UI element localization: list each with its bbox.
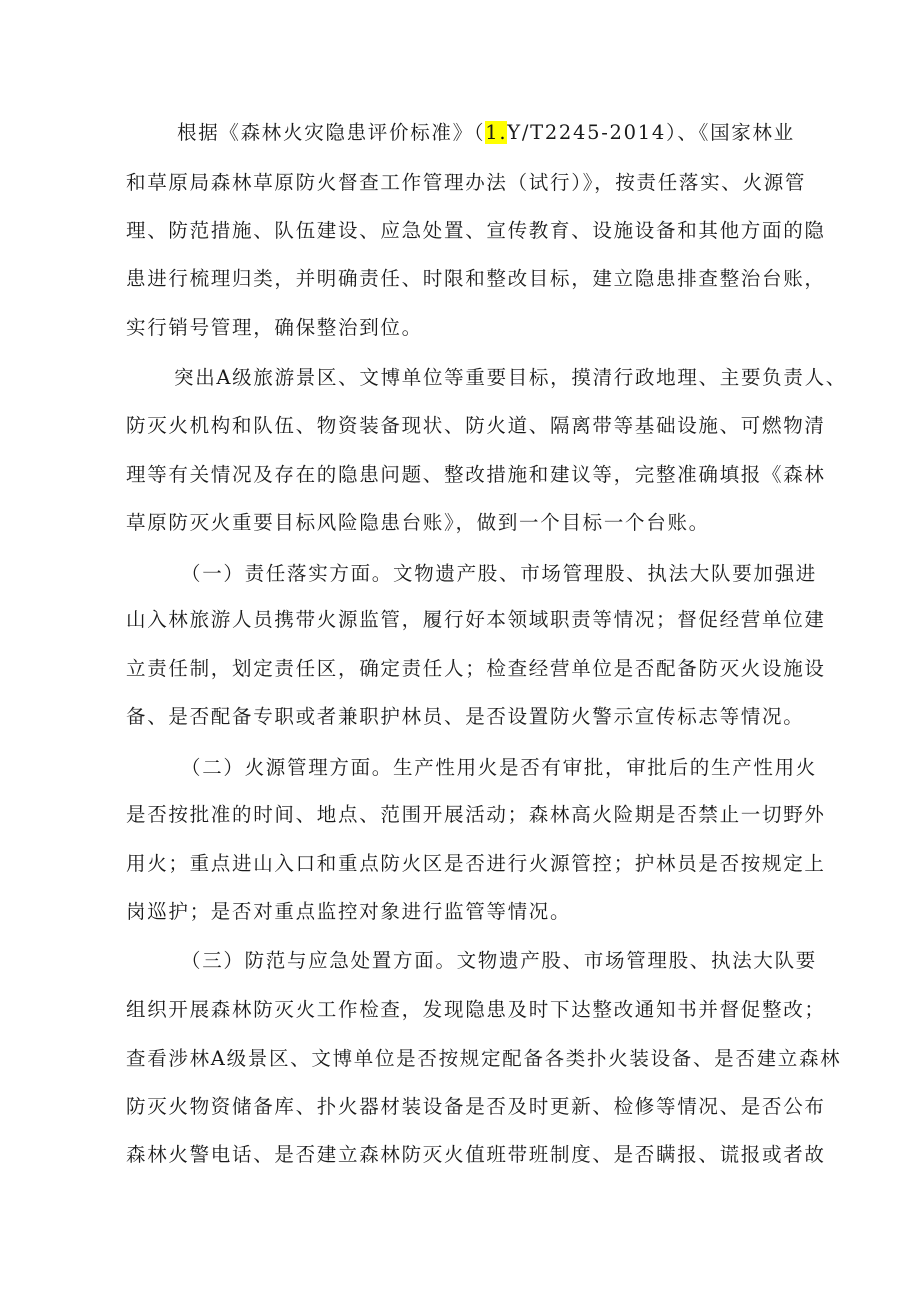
p5-line-5: 森林火警电话、是否建立森林防灭火值班带班制度、是否瞒报、谎报或者故 (126, 1143, 826, 1166)
p2-line-2: 防灭火机构和队伍、物资装备现状、防火道、隔离带等基础设施、可燃物清 (126, 414, 826, 437)
p5-line-2: 组织开展森林防灭火工作检查，发现隐患及时下达整改通知书并督促整改； (126, 998, 826, 1021)
p2-line-4: 草原防灭火重要目标风险隐患台账》，做到一个目标一个台账。 (126, 511, 710, 534)
p1-line-4: 患进行梳理归类，并明确责任、时限和整改目标，建立隐患排查整治台账， (126, 267, 826, 290)
p1-line-1-after: Y/T2245-2014）、《国家林业 (507, 121, 795, 144)
p1-line-1 (177, 121, 795, 145)
p3-line-4: 备、是否配备专职或者兼职护林员、是否设置防火警示宣传标志等情况。 (126, 705, 805, 728)
p2-line-3: 理等有关情况及存在的隐患问题、整改措施和建议等，完整准确填报《森林 (126, 463, 826, 486)
p5-line-4: 防灭火物资储备库、扑火器材装设备是否及时更新、检修等情况、是否公布 (126, 1095, 826, 1118)
p1-line-2: 和草原局森林草原防火督查工作管理办法（试行）》，按责任落实、火源管 (126, 171, 807, 194)
p5-line-1: （三）防范与应急处置方面。文物遗产股、市场管理股、执法大队要 (181, 949, 818, 972)
highlighted-text: 1. (485, 121, 508, 144)
p1-line-3: 理、防范措施、队伍建设、应急处置、宣传教育、设施设备和其他方面的隐 (126, 219, 826, 242)
p3-line-3: 立责任制，划定责任区，确定责任人；检查经营单位是否配备防灭火设施设 (126, 657, 826, 680)
p5-line-3: 查看涉林A级景区、文博单位是否按规定配备各类扑火装设备、是否建立森林 (126, 1047, 842, 1070)
p4-line-3: 用火；重点进山入口和重点防火区是否进行火源管控；护林员是否按规定上 (126, 852, 826, 875)
p2-line-1: 突出A级旅游景区、文博单位等重要目标，摸清行政地理、主要负责人、 (174, 366, 847, 389)
p3-line-1: （一）责任落实方面。文物遗产股、市场管理股、执法大队要加强进 (181, 562, 818, 585)
p3-line-2: 山入林旅游人员携带火源监管，履行好本领域职责等情况；督促经营单位建 (126, 608, 826, 631)
p1-line-1-before: 根据《森林火灾隐患评价标准》（ (177, 121, 486, 144)
p4-line-4: 岗巡护；是否对重点监控对象进行监管等情况。 (126, 900, 572, 923)
p4-line-2: 是否按批准的时间、地点、范围开展活动；森林高火险期是否禁止一切野外 (126, 803, 826, 826)
p1-line-5: 实行销号管理，确保整治到位。 (126, 316, 423, 339)
p4-line-1: （二）火源管理方面。生产性用火是否有审批，审批后的生产性用火 (181, 756, 818, 779)
